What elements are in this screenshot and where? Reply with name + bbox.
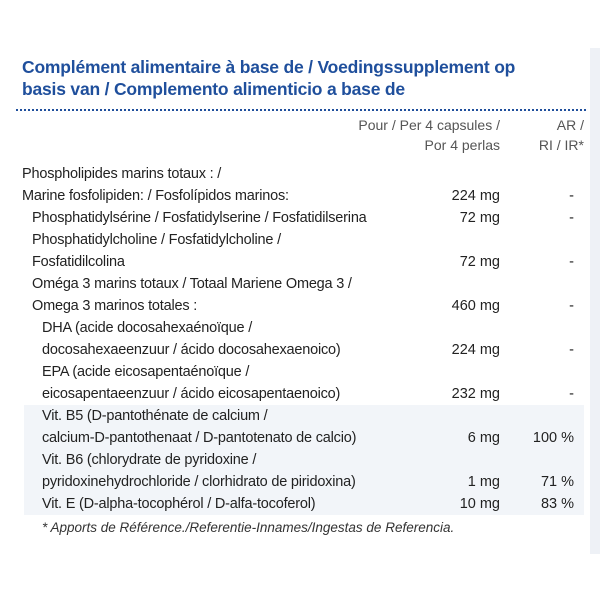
nutrient-name-line: eicosapentaeenzuur / ácido eicosapentaenoico): [42, 386, 341, 402]
nutrient-name-line: calcium-D-pantothenaat / D-pantotenato de calcio): [42, 430, 357, 446]
header-amount-line-2: Por 4 perlas: [424, 137, 500, 153]
nutrient-name-line: docosahexaeenzuur / ácido docosahexaenoico): [42, 342, 341, 358]
nutrient-ri: 100 %: [532, 430, 574, 446]
table-row: [16, 163, 586, 207]
nutrient-amount: 6 mg: [467, 430, 500, 446]
label-edge: [590, 48, 600, 554]
nutrient-name: [42, 493, 315, 515]
title-line-2: basis van / Complemento alimenticio a base de: [22, 79, 405, 99]
nutrient-name: [22, 163, 289, 207]
header-amount-column: [308, 115, 500, 155]
nutrient-name-line: Vit. B6 (chlorydrate de pyridoxine /: [42, 452, 257, 468]
nutrient-name: [42, 361, 340, 405]
nutrient-amount: 224 mg: [451, 188, 500, 204]
nutrient-name: [32, 273, 352, 317]
dotted-divider: [16, 109, 586, 111]
nutrient-ri: -: [569, 298, 574, 314]
nutrient-name-line: pyridoxinehydrochloride / clorhidrato de piridoxina): [42, 474, 356, 490]
table-row: [16, 449, 586, 493]
nutrient-ri: -: [569, 342, 574, 358]
header-ri-column: [514, 115, 584, 155]
nutrient-ri: 83 %: [540, 496, 574, 512]
nutrient-ri: 71 %: [540, 474, 574, 490]
nutrient-name-line: Vit. B5 (D-pantothénate de calcium /: [42, 408, 268, 424]
nutrient-amount: 72 mg: [459, 254, 500, 270]
footnote: * Apports de Référence./Referentie-Innames/Ingestas de Referencia.: [42, 520, 455, 535]
title-line-1: Complément alimentaire à base de / Voedingssupplement op: [22, 57, 516, 77]
nutrient-name-line: Fosfatidilcolina: [32, 254, 125, 270]
header-amount-line-1: Pour / Per 4 capsules /: [358, 117, 500, 133]
nutrition-label: [16, 50, 586, 550]
table-row: [16, 207, 586, 229]
table-row: [16, 361, 586, 405]
nutrient-name-line: Marine fosfolipiden: / Fosfolípidos marinos:: [22, 188, 289, 204]
nutrient-name-line: Omega 3 marinos totales :: [32, 298, 198, 314]
nutrient-name-line: Phospholipides marins totaux : /: [22, 166, 222, 182]
table-row: [16, 493, 586, 515]
nutrient-name: [42, 449, 356, 493]
nutrient-name-line: Phosphatidylsérine / Fosfatidylserine / Fosfatidilserina: [32, 210, 367, 226]
nutrient-ri: -: [569, 210, 574, 226]
nutrient-amount: 1 mg: [467, 474, 500, 490]
nutrient-amount: 232 mg: [451, 386, 500, 402]
nutrient-ri: -: [569, 188, 574, 204]
nutrient-name-line: EPA (acide eicosapentaénoïque /: [42, 364, 250, 380]
header-ri-line-2: RI / IR*: [538, 137, 584, 153]
header-ri-line-1: AR /: [556, 117, 584, 133]
table-row: [16, 405, 586, 449]
nutrient-amount: 10 mg: [459, 496, 500, 512]
table-row: [16, 317, 586, 361]
nutrient-name-line: Oméga 3 marins totaux / Totaal Mariene Omega 3 /: [32, 276, 352, 292]
table-row: [16, 229, 586, 273]
nutrient-name-line: DHA (acide docosahexaénoïque /: [42, 320, 253, 336]
nutrient-name: [32, 229, 281, 273]
nutrient-name-line: Vit. E (D-alpha-tocophérol / D-alfa-tocoferol): [42, 496, 316, 512]
nutrient-amount: 72 mg: [459, 210, 500, 226]
nutrient-name: [42, 317, 341, 361]
nutrient-ri: -: [569, 386, 574, 402]
nutrient-name: [32, 207, 367, 229]
nutrient-name: [42, 405, 356, 449]
label-title: [22, 56, 582, 100]
nutrient-name-line: Phosphatidylcholine / Fosfatidylcholine /: [32, 232, 281, 248]
table-row: [16, 273, 586, 317]
nutrient-amount: 224 mg: [451, 342, 500, 358]
nutrient-ri: -: [569, 254, 574, 270]
nutrient-amount: 460 mg: [451, 298, 500, 314]
